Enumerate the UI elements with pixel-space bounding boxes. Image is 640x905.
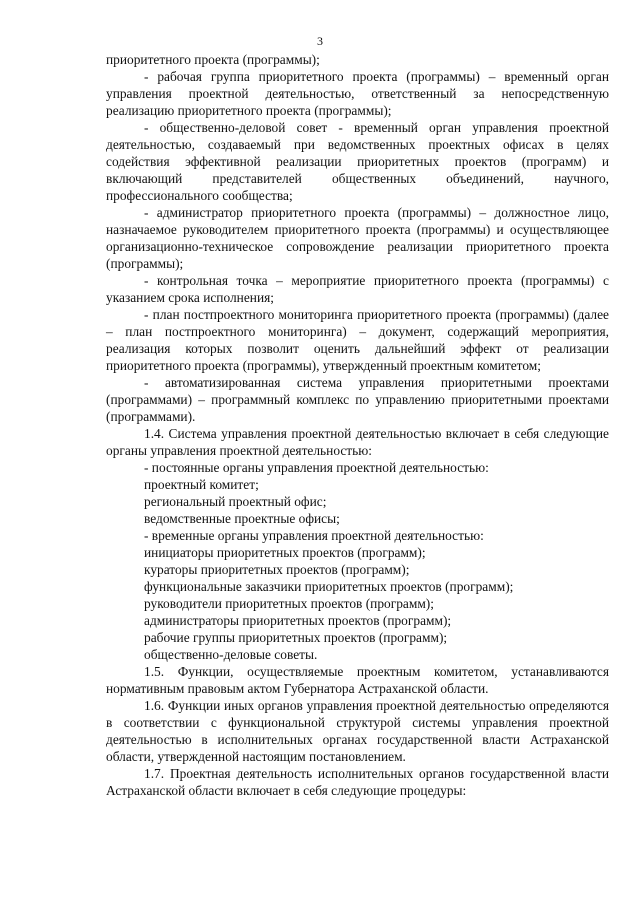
list-item: региональный проектный офис; — [144, 494, 327, 509]
document-body — [106, 51, 609, 799]
list-item: ведомственные проектные офисы; — [144, 511, 340, 526]
clause-1-6: 1.6. Функции иных органов управления проектной деятельностью определяются в соответствии с функциональной структурой системы управления проектной деятельностью в исполнительных органах государственной власти Астраханской области, утвержденной настоящим постановлением. — [106, 698, 609, 764]
definition-monitoring-plan: - план постпроектного мониторинга приоритетного проекта (программы) (далее – план постпроектного мониторинга) – документ, содержащий мероприятия, реализация которых позволит оценить дальнейший эффект от реализации приоритетного проекта (программы), утвержденный проектным комитетом; — [106, 307, 609, 373]
clause-1-7: 1.7. Проектная деятельность исполнительных органов государственной власти Астраханской области включает в себя следующие процедуры: — [106, 766, 609, 798]
list-item: проектный комитет; — [144, 477, 259, 492]
list-item: инициаторы приоритетных проектов (программ); — [144, 545, 426, 560]
list-item: функциональные заказчики приоритетных проектов (программ); — [144, 579, 514, 594]
definition-public-council: - общественно-деловой совет - временный орган управления проектной деятельностью, создаваемый при ведомственных проектных офисах в целях содействия эффективной реализации приоритетных проектов (программ) и включающий представителей общественных объединений, научного, профессионального сообщества; — [106, 120, 609, 203]
list-item: администраторы приоритетных проектов (программ); — [144, 613, 452, 628]
list-item: руководители приоритетных проектов (программ); — [144, 596, 434, 611]
definition-automated-system: - автоматизированная система управления приоритетными проектами (программами) – программный комплекс по управлению приоритетными проектами (программами). — [106, 375, 609, 424]
clause-1-5: 1.5. Функции, осуществляемые проектным комитетом, устанавливаются нормативным правовым актом Губернатора Астраханской области. — [106, 664, 609, 696]
list-item: рабочие группы приоритетных проектов (программ); — [144, 630, 448, 645]
paragraph-continuation: приоритетного проекта (программы); — [106, 52, 320, 67]
definition-administrator: - администратор приоритетного проекта (программы) – должностное лицо, назначаемое руководителем приоритетного проекта (программы) и осуществляющее организационно-техническое сопровождение реализации приоритетного проекта (программы); — [106, 205, 609, 271]
definition-control-point: - контрольная точка – мероприятие приоритетного проекта (программы) с указанием срока исполнения; — [106, 273, 609, 305]
clause-1-4: 1.4. Система управления проектной деятельностью включает в себя следующие органы управления проектной деятельностью: — [106, 426, 609, 458]
list-item: - постоянные органы управления проектной деятельностью: — [144, 460, 489, 475]
list-item: - временные органы управления проектной деятельностью: — [144, 528, 484, 543]
page-number: 3 — [317, 34, 323, 48]
definition-working-group: - рабочая группа приоритетного проекта (программы) – временный орган управления проектной деятельностью, ответственный за непосредственную реализацию приоритетного проекта (программы); — [106, 69, 609, 118]
list-item: кураторы приоритетных проектов (программ); — [144, 562, 410, 577]
list-item: общественно-деловые советы. — [144, 647, 318, 662]
